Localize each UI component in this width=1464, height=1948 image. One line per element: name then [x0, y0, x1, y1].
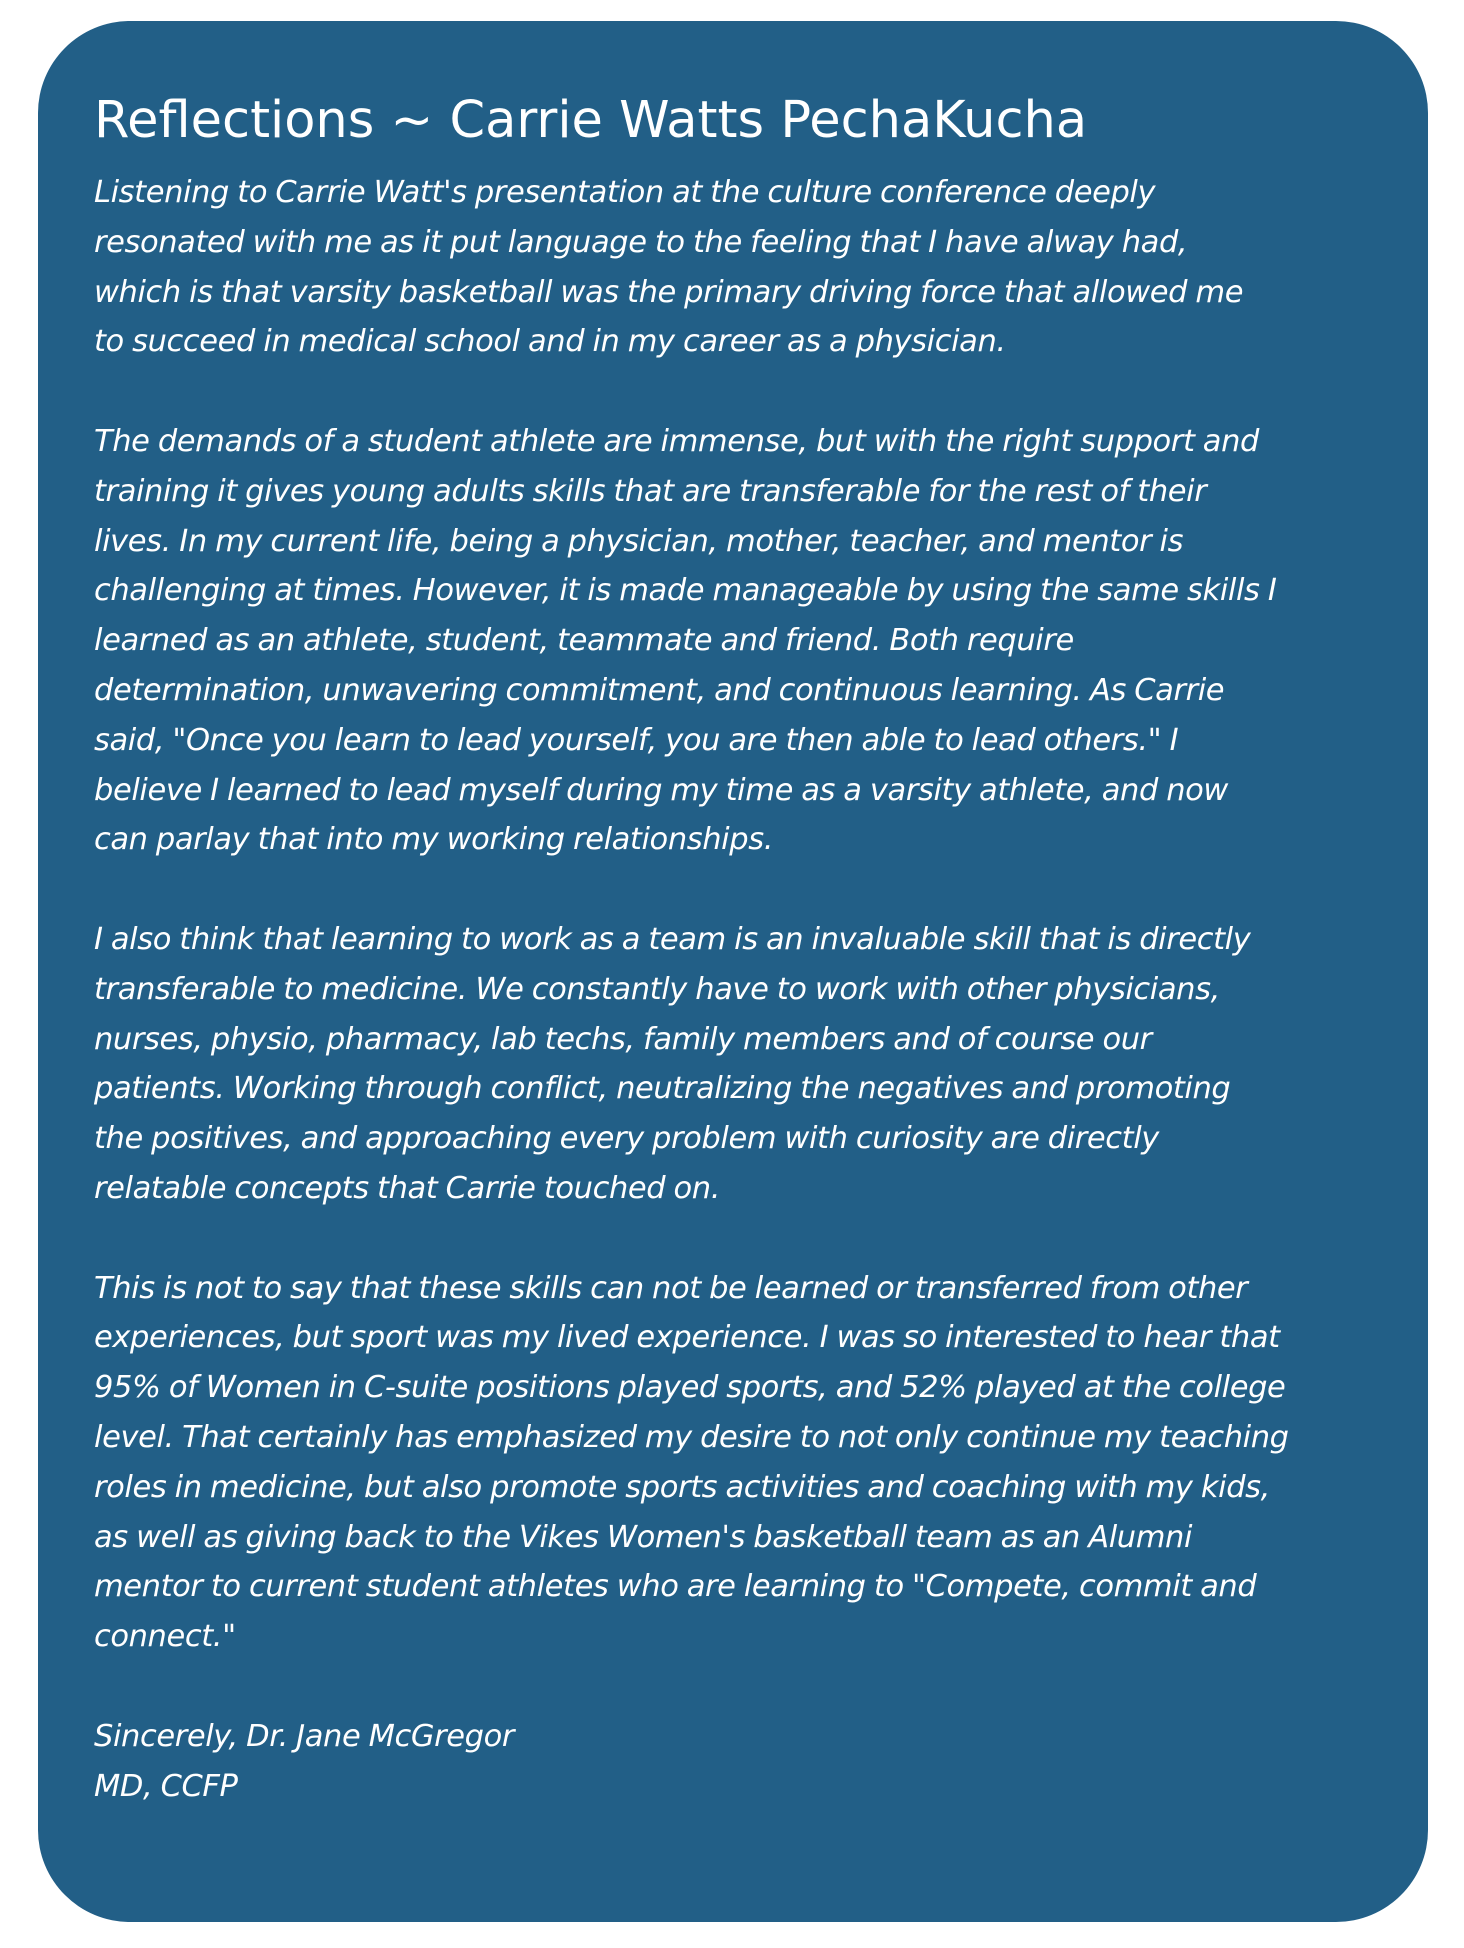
text-line: learned as an athlete, student, teammate and friend. Both require: [94, 623, 1074, 659]
text-line: relatable concepts that Carrie touched on.: [94, 1170, 720, 1206]
text-line: nurses, physio, pharmacy, lab techs, family members and of course our: [94, 1021, 1152, 1057]
text-line: which is that varsity basketball was the primary driving force that allowed me: [94, 274, 1244, 310]
text-line: roles in medicine, but also promote sports activities and coaching with my kids,: [94, 1469, 1270, 1505]
text-line: level. That certainly has emphasized my desire to not only continue my teaching: [94, 1419, 1289, 1455]
text-line: experiences, but sport was my lived experience. I was so interested to hear that: [94, 1320, 1280, 1356]
text-line: The demands of a student athlete are immense, but with the right support and: [94, 423, 1259, 459]
text-line: training it gives young adults skills that are transferable for the rest of their: [94, 473, 1207, 509]
text-line: lives. In my current life, being a physician, mother, teacher, and mentor is: [94, 523, 1184, 559]
text-line: connect.": [94, 1619, 236, 1655]
text-line: to succeed in medical school and in my career as a physician.: [94, 324, 1006, 360]
paragraph-2: [94, 417, 1372, 865]
letter-body: [94, 168, 1372, 1811]
text-line: challenging at times. However, it is made manageable by using the same skills I: [94, 573, 1277, 609]
text-line: 95% of Women in C-suite positions played sports, and 52% played at the college: [94, 1370, 1286, 1406]
signature-credentials: MD, CCFP: [94, 1768, 238, 1804]
text-line: I also think that learning to work as a team is an invaluable skill that is directly: [94, 921, 1251, 957]
paragraph-3: [94, 915, 1372, 1214]
text-line: This is not to say that these skills can not be learned or transferred from other: [94, 1270, 1248, 1306]
page-title: Reflections ~ Carrie Watts PechaKucha: [94, 91, 1088, 150]
text-line: transferable to medicine. We constantly have to work with other physicians,: [94, 971, 1220, 1007]
text-line: determination, unwavering commitment, and continuous learning. As Carrie: [94, 672, 1225, 708]
paragraph-4: [94, 1264, 1372, 1662]
text-line: can parlay that into my working relationships.: [94, 822, 773, 858]
text-line: the positives, and approaching every problem with curiosity are directly: [94, 1121, 1159, 1157]
paragraph-1: [94, 168, 1372, 367]
text-line: mentor to current student athletes who are learning to "Compete, commit and: [94, 1569, 1257, 1605]
reflection-card: [38, 21, 1428, 1922]
text-line: Listening to Carrie Watt's presentation at the culture conference deeply: [94, 175, 1156, 210]
text-line: patients. Working through conflict, neutralizing the negatives and promoting: [94, 1071, 1231, 1107]
signature-name: Sincerely, Dr. Jane McGregor: [94, 1718, 515, 1754]
text-line: as well as giving back to the Vikes Women's basketball team as an Alumni: [94, 1519, 1193, 1555]
text-line: believe I learned to lead myself during my time as a varsity athlete, and now: [94, 772, 1228, 808]
signature: [94, 1712, 1372, 1812]
text-line: said, "Once you learn to lead yourself, you are then able to lead others." I: [94, 722, 1179, 758]
text-line: resonated with me as it put language to the feeling that I have alway had,: [94, 224, 1188, 260]
